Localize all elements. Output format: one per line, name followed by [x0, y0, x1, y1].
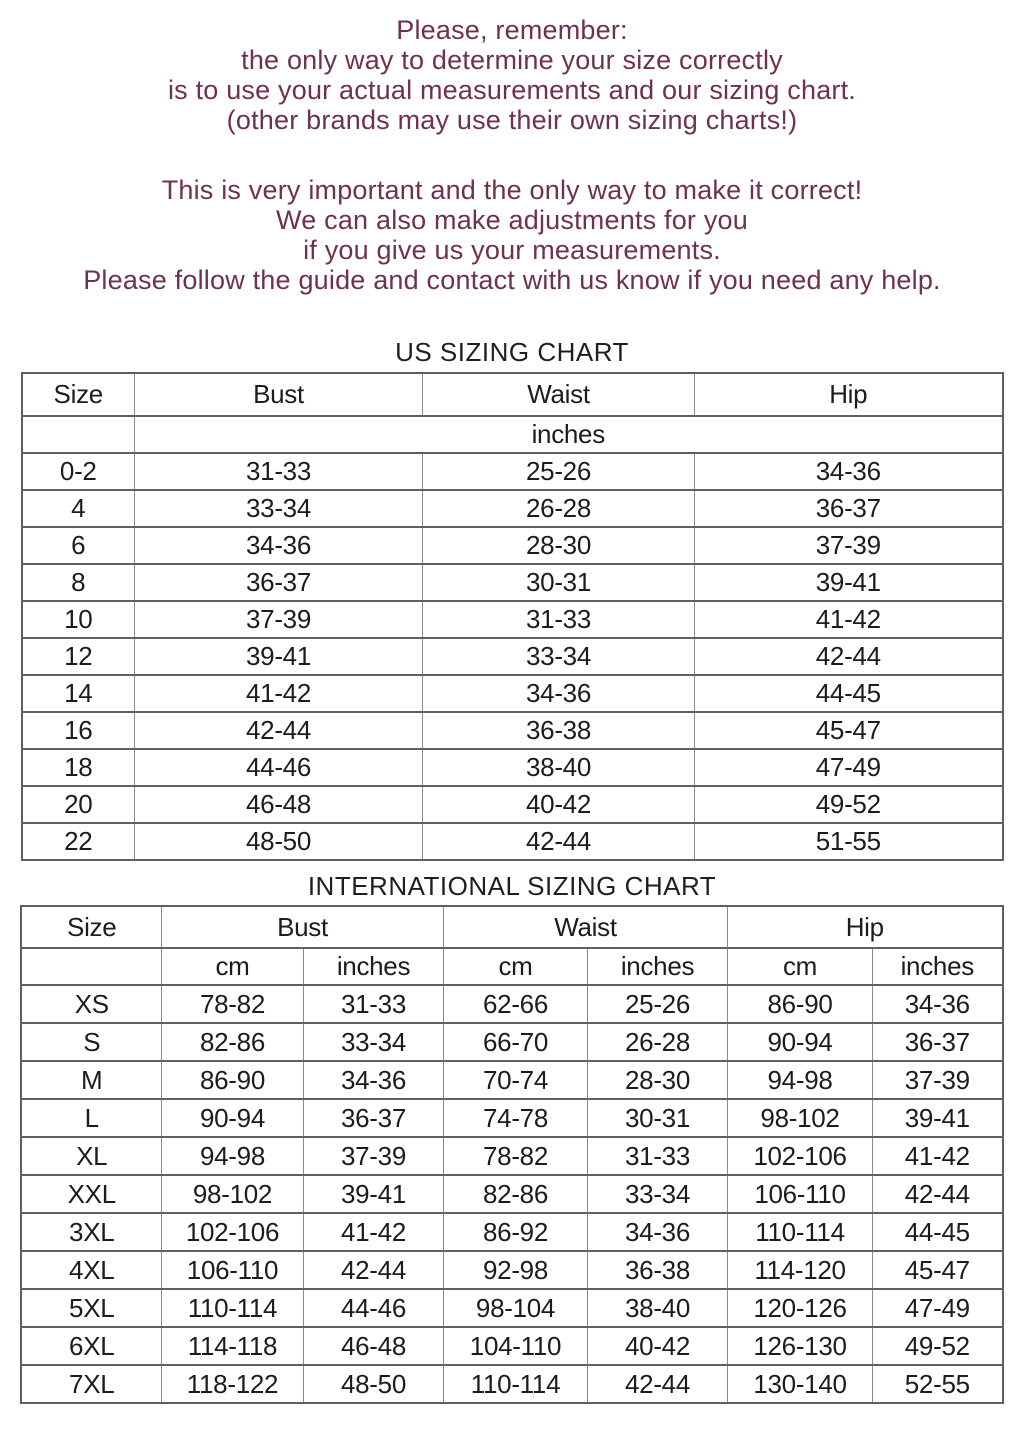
cell-waist_cm: 104-110 [444, 1327, 588, 1365]
cell-bust_in: 36-37 [303, 1099, 443, 1137]
cell-waist_cm: 98-104 [444, 1289, 588, 1327]
cell-bust_in: 31-33 [303, 985, 443, 1023]
cell-waist_in: 26-28 [588, 1023, 728, 1061]
intl-table-body [21, 985, 1002, 1403]
cell-waist_in: 42-44 [588, 1365, 728, 1403]
cell-bust: 33-34 [135, 490, 423, 527]
international-sizing-table [20, 905, 1003, 1404]
cell-hip: 44-45 [695, 675, 1003, 712]
intro-line: is to use your actual measurements and our sizing chart. [167, 75, 857, 105]
cell-waist_in: 34-36 [588, 1213, 728, 1251]
cell-waist_cm: 110-114 [444, 1365, 588, 1403]
intro-line: Please follow the guide and contact with us know if you need any help. [83, 265, 941, 295]
cell-bust_in: 41-42 [303, 1213, 443, 1251]
cell-bust_in: 37-39 [303, 1137, 443, 1175]
column-header-bust: Bust [135, 373, 423, 416]
cell-bust_in: 48-50 [303, 1365, 443, 1403]
cell-waist_in: 30-31 [588, 1099, 728, 1137]
cell-waist_in: 33-34 [588, 1175, 728, 1213]
us-table-header [22, 373, 1003, 453]
cell-bust_in: 34-36 [303, 1061, 443, 1099]
cell-bust: 31-33 [135, 453, 423, 490]
cell-bust: 39-41 [135, 638, 423, 675]
cell-waist_cm: 92-98 [444, 1251, 588, 1289]
cell-hip_in: 44-45 [873, 1213, 1003, 1251]
cell-size: 0-2 [22, 453, 135, 490]
cell-size: 22 [22, 823, 135, 860]
cell-waist_cm: 62-66 [444, 985, 588, 1023]
cell-waist_cm: 66-70 [444, 1023, 588, 1061]
units-label-waist-cm: cm [444, 948, 588, 985]
cell-hip_in: 34-36 [873, 985, 1003, 1023]
cell-bust_cm: 78-82 [161, 985, 303, 1023]
cell-waist: 33-34 [423, 638, 695, 675]
cell-waist_in: 36-38 [588, 1251, 728, 1289]
cell-bust_in: 44-46 [303, 1289, 443, 1327]
cell-waist_cm: 78-82 [444, 1137, 588, 1175]
cell-hip: 47-49 [695, 749, 1003, 786]
empty-cell [21, 948, 161, 985]
cell-waist_cm: 86-92 [444, 1213, 588, 1251]
cell-size: 16 [22, 712, 135, 749]
cell-bust: 37-39 [135, 601, 423, 638]
cell-waist: 42-44 [423, 823, 695, 860]
intro-line: (other brands may use their own sizing charts!) [226, 105, 798, 135]
cell-size: XS [21, 985, 161, 1023]
cell-hip_cm: 114-120 [728, 1251, 873, 1289]
table-row [21, 985, 1002, 1023]
table-row [21, 1327, 1002, 1365]
intro-line: This is very important and the only way to make it correct! [161, 175, 863, 205]
cell-hip_cm: 94-98 [728, 1061, 873, 1099]
units-label: inches [135, 416, 1003, 453]
cell-bust: 44-46 [135, 749, 423, 786]
cell-waist_cm: 70-74 [444, 1061, 588, 1099]
cell-bust: 46-48 [135, 786, 423, 823]
cell-bust_cm: 98-102 [161, 1175, 303, 1213]
table-row [22, 564, 1003, 601]
cell-size: L [21, 1099, 161, 1137]
intl-table-header [21, 906, 1002, 985]
cell-bust: 36-37 [135, 564, 423, 601]
units-label-waist-in: inches [588, 948, 728, 985]
column-header-hip: Hip [695, 373, 1003, 416]
table-row [22, 675, 1003, 712]
cell-bust_cm: 94-98 [161, 1137, 303, 1175]
us-sizing-table [21, 372, 1004, 861]
cell-size: 5XL [21, 1289, 161, 1327]
cell-waist: 38-40 [423, 749, 695, 786]
cell-hip_in: 42-44 [873, 1175, 1003, 1213]
units-label-hip-cm: cm [728, 948, 873, 985]
cell-hip_cm: 126-130 [728, 1327, 873, 1365]
cell-waist: 30-31 [423, 564, 695, 601]
intl-header-row [21, 906, 1002, 948]
table-row [22, 712, 1003, 749]
intro-line: We can also make adjustments for you [276, 205, 748, 235]
column-header-hip: Hip [728, 906, 1003, 948]
cell-hip_in: 37-39 [873, 1061, 1003, 1099]
cell-hip_cm: 106-110 [728, 1175, 873, 1213]
cell-bust: 48-50 [135, 823, 423, 860]
cell-bust_cm: 118-122 [161, 1365, 303, 1403]
cell-size: S [21, 1023, 161, 1061]
cell-hip_cm: 110-114 [728, 1213, 873, 1251]
cell-hip: 45-47 [695, 712, 1003, 749]
table-row [22, 786, 1003, 823]
table-row [21, 1099, 1002, 1137]
column-header-size: Size [21, 906, 161, 948]
table-row [22, 823, 1003, 860]
cell-hip: 36-37 [695, 490, 1003, 527]
cell-hip: 49-52 [695, 786, 1003, 823]
cell-bust_cm: 86-90 [161, 1061, 303, 1099]
table-row [22, 527, 1003, 564]
intro-line: Please, remember: [396, 15, 628, 45]
cell-size: XXL [21, 1175, 161, 1213]
cell-hip: 41-42 [695, 601, 1003, 638]
table-row [22, 453, 1003, 490]
cell-hip_cm: 130-140 [728, 1365, 873, 1403]
table-row [21, 1061, 1002, 1099]
cell-bust_in: 39-41 [303, 1175, 443, 1213]
cell-hip_cm: 90-94 [728, 1023, 873, 1061]
cell-bust_cm: 90-94 [161, 1099, 303, 1137]
cell-hip: 34-36 [695, 453, 1003, 490]
cell-size: M [21, 1061, 161, 1099]
table-row [21, 1175, 1002, 1213]
intro-text-block [0, 0, 1024, 295]
cell-size: XL [21, 1137, 161, 1175]
cell-hip: 37-39 [695, 527, 1003, 564]
cell-hip_cm: 120-126 [728, 1289, 873, 1327]
cell-hip: 42-44 [695, 638, 1003, 675]
cell-size: 4 [22, 490, 135, 527]
cell-waist: 25-26 [423, 453, 695, 490]
cell-hip_in: 45-47 [873, 1251, 1003, 1289]
cell-bust_cm: 102-106 [161, 1213, 303, 1251]
cell-size: 10 [22, 601, 135, 638]
intro-line: the only way to determine your size correctly [241, 45, 783, 75]
table-row [22, 490, 1003, 527]
cell-bust_in: 46-48 [303, 1327, 443, 1365]
cell-bust: 42-44 [135, 712, 423, 749]
table-row [21, 1365, 1002, 1403]
table-row [21, 1023, 1002, 1061]
intro-paragraph-1 [0, 15, 1024, 135]
cell-bust: 41-42 [135, 675, 423, 712]
units-label-hip-in: inches [873, 948, 1003, 985]
cell-waist: 26-28 [423, 490, 695, 527]
us-header-row [22, 373, 1003, 416]
cell-hip: 39-41 [695, 564, 1003, 601]
cell-bust_cm: 114-118 [161, 1327, 303, 1365]
units-label-bust-in: inches [303, 948, 443, 985]
cell-size: 14 [22, 675, 135, 712]
cell-hip_cm: 102-106 [728, 1137, 873, 1175]
cell-hip_in: 52-55 [873, 1365, 1003, 1403]
table-row [22, 601, 1003, 638]
column-header-bust: Bust [161, 906, 443, 948]
cell-waist: 40-42 [423, 786, 695, 823]
cell-size: 4XL [21, 1251, 161, 1289]
cell-hip_in: 39-41 [873, 1099, 1003, 1137]
cell-size: 3XL [21, 1213, 161, 1251]
cell-waist: 31-33 [423, 601, 695, 638]
cell-size: 8 [22, 564, 135, 601]
table-row [21, 1213, 1002, 1251]
intl-chart-title: INTERNATIONAL SIZING CHART [307, 871, 717, 901]
cell-waist_in: 28-30 [588, 1061, 728, 1099]
table-row [21, 1137, 1002, 1175]
units-label-bust-cm: cm [161, 948, 303, 985]
us-chart-title: US SIZING CHART [395, 337, 629, 367]
cell-size: 12 [22, 638, 135, 675]
cell-bust: 34-36 [135, 527, 423, 564]
cell-waist: 34-36 [423, 675, 695, 712]
us-table-body [22, 453, 1003, 860]
table-row [22, 638, 1003, 675]
cell-bust_in: 33-34 [303, 1023, 443, 1061]
column-header-waist: Waist [444, 906, 728, 948]
cell-waist: 36-38 [423, 712, 695, 749]
column-header-size: Size [22, 373, 135, 416]
empty-cell [22, 416, 135, 453]
intl-units-row [21, 948, 1002, 985]
cell-size: 7XL [21, 1365, 161, 1403]
cell-bust_cm: 106-110 [161, 1251, 303, 1289]
cell-waist: 28-30 [423, 527, 695, 564]
cell-size: 6 [22, 527, 135, 564]
cell-waist_cm: 82-86 [444, 1175, 588, 1213]
cell-hip_in: 49-52 [873, 1327, 1003, 1365]
intro-line: if you give us your measurements. [303, 235, 721, 265]
intro-paragraph-2 [0, 175, 1024, 295]
cell-hip_in: 47-49 [873, 1289, 1003, 1327]
cell-waist_in: 25-26 [588, 985, 728, 1023]
cell-size: 18 [22, 749, 135, 786]
cell-hip_cm: 98-102 [728, 1099, 873, 1137]
cell-bust_cm: 110-114 [161, 1289, 303, 1327]
us-units-row [22, 416, 1003, 453]
table-row [21, 1251, 1002, 1289]
cell-size: 20 [22, 786, 135, 823]
table-row [22, 749, 1003, 786]
cell-hip_in: 36-37 [873, 1023, 1003, 1061]
table-row [21, 1289, 1002, 1327]
cell-waist_cm: 74-78 [444, 1099, 588, 1137]
cell-waist_in: 31-33 [588, 1137, 728, 1175]
cell-hip: 51-55 [695, 823, 1003, 860]
cell-size: 6XL [21, 1327, 161, 1365]
cell-bust_in: 42-44 [303, 1251, 443, 1289]
cell-waist_in: 40-42 [588, 1327, 728, 1365]
cell-hip_in: 41-42 [873, 1137, 1003, 1175]
cell-waist_in: 38-40 [588, 1289, 728, 1327]
column-header-waist: Waist [423, 373, 695, 416]
cell-bust_cm: 82-86 [161, 1023, 303, 1061]
cell-hip_cm: 86-90 [728, 985, 873, 1023]
